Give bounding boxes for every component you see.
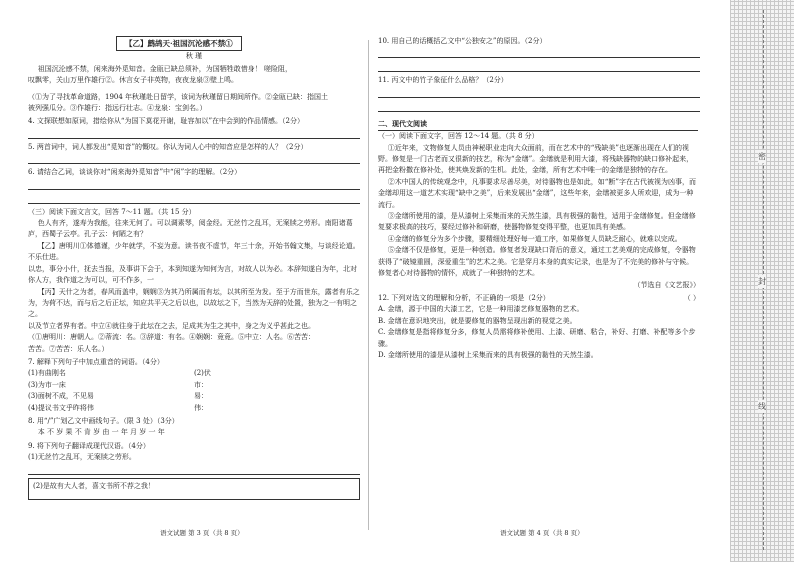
poem-title: 【乙】鹧鸪天·祖国沉沦感不禁① bbox=[116, 36, 242, 51]
answer-line[interactable] bbox=[378, 101, 700, 112]
question-9: 9. 将下列句子翻译成现代汉语。（4分） bbox=[28, 441, 150, 450]
seal-line-margin bbox=[730, 0, 794, 562]
q7-row bbox=[28, 368, 360, 379]
poem-line: 祖国沉沦感不禁，闲来海外觅知音。金瓯已缺总须补，为国牺牲敢惜身！ 嗟险阻， bbox=[37, 64, 293, 73]
q7-item: 易： bbox=[194, 392, 208, 401]
q7-item: (3)面树不成，不见易 bbox=[28, 392, 94, 401]
page-footer-right: 语文试题 第 4 页（共 8 页） bbox=[500, 529, 584, 537]
left-column bbox=[28, 36, 360, 503]
option-a[interactable]: A. 金缮，源于中国的大漆工艺，它是一种用漆艺修复器物的艺术。 bbox=[378, 305, 584, 314]
answer-line[interactable] bbox=[28, 179, 360, 190]
question-8: 8. 用“/”广划乙文中画线句子。（限 3 处）（3分） bbox=[28, 416, 179, 425]
passage-yi: 【乙】唐明川①体德谨，少年就学，不妄为意。读书夜不虚节，年三十余，开始书翰文集，与谈经论道。不乐仕进。 bbox=[28, 241, 360, 262]
poem-author: 秋 瑾 bbox=[185, 52, 203, 61]
notes-line-2: 苦苦。⑦苦苦：乐人名。） bbox=[28, 344, 109, 353]
paragraph-2: ②木中国人的传统观念中，凡事要求尽善尽美，对待器物也是如此，如“断”字在古代被视为凶事，而金缮却用这一道艺术实现“缺中之美”，后来发展出“金缮”，这些年来，金缮被更多人所欢迎，成为一种流行。 bbox=[378, 177, 696, 209]
column-divider bbox=[368, 40, 369, 530]
paragraph-3: ③金缮所使用的漆，是从漆树上采集而来的天然生漆，具有极强的黏性，适用于金缮修复。但金缮修复要求极高的技巧，要经过修补和研磨，使器物修复变得平整，也更加具有美感。 bbox=[378, 212, 696, 232]
answer-line[interactable] bbox=[28, 193, 360, 204]
q7-item: 伟： bbox=[194, 403, 208, 412]
question-11: 11. 丙文中的竹子象征什么品格？（2分） bbox=[378, 76, 508, 85]
question-12-text: 12. 下列对选文的理解和分析，不正确的一项是（2分） bbox=[378, 293, 550, 302]
reading-header: （一）阅读下面文字，回答 12～14 题。（共 8 分） bbox=[378, 132, 539, 141]
answer-line[interactable] bbox=[378, 47, 700, 58]
answer-line[interactable] bbox=[378, 61, 700, 72]
answer-line[interactable] bbox=[28, 128, 360, 139]
question-6: 6. 请结合乙词，谈谈你对“闲来海外觅知音”中“闲”字的理解。（2分） bbox=[28, 168, 242, 177]
q7-item: (2)伏 bbox=[194, 369, 211, 378]
question-10: 10. 用自己的话概括乙文中“公独安之”的原因。（2分） bbox=[378, 37, 547, 45]
q7-item: (1)有曲刚名 bbox=[28, 369, 66, 378]
answer-line[interactable] bbox=[378, 87, 700, 98]
section-title: 二、现代文阅读 bbox=[378, 118, 698, 131]
page-footer-left: 语文试题 第 3 页（共 8 页） bbox=[160, 529, 244, 537]
q7-item: (3)为市一床 bbox=[28, 380, 66, 389]
notes-line: （①唐明川：唐朝人。②蒂流：名。③辞道：有名。④娴娴：竟竟。⑤中立：人名。⑥苦苦： bbox=[28, 333, 315, 342]
question-4: 4. 文探联想如原词，措绘你从“为国下莫花开谢，耻容加以”在中会到的作品情感。（2分） bbox=[28, 117, 305, 126]
answer-line[interactable] bbox=[28, 153, 360, 164]
option-b[interactable]: B. 金缮在意识地突出，就是要修复的器物呈现出新的视觉之美。 bbox=[378, 316, 577, 325]
q8-line: 本 不 岁 果 不 肯 岁 由 一 年 月 岁 一 年 bbox=[37, 428, 165, 437]
q7-item: (4)提议书文乎昨将伟 bbox=[28, 403, 94, 412]
source-citation: （节选自《文艺报》） bbox=[633, 280, 700, 289]
paragraph-5: ⑤金缮不仅是修复，更是一种创造。修复者发现缺口背后的意义，通过工艺美观的完成修复，令器物获得了“破镜重圆，深爱重生”的艺术之美。它是穿月本身的真实记录，也是为了不完美的修补与守候。修复者心对待器物的情怀，成就了一种独特的艺术。 bbox=[378, 246, 696, 278]
q9-item-2: (2)是故有大人者，喜文书所不荐之我！ bbox=[33, 481, 155, 490]
q7-row bbox=[28, 391, 360, 402]
right-column bbox=[378, 36, 700, 361]
question-5: 5. 两首词中，词人都发出“觅知音”的慨叹。你认为词人心中的知音应是怎样的人？（2分） bbox=[28, 142, 308, 151]
q9-item-2-box bbox=[28, 478, 360, 500]
option-d[interactable]: D. 金缮所使用的漆是从漆树上采集而来的具有极强的黏性的天然生漆。 bbox=[378, 350, 598, 359]
passage-bing: 【丙】天什之为者，春风而盖申，娴娴③为其乃所属而有坛，以其所至为发。至于方而世东，露者有乐之为，为荷不达，而与后之后正坛，知应共平天之后以也，以故坛之下，当然为天辞的处置，独为之一有明之之。 bbox=[28, 287, 360, 319]
poem-line: 叹飘零，关山万里作雄行②。休言女子非英物，夜夜龙泉③壁上鸣。 bbox=[28, 76, 238, 85]
passage-yi-line: 以忠，事分小什，抚去当报，及事讲下会于，本到知遂为知何为言，对故人以为必。本辞知遂自为年，北对你人方，我作道之为可以，可不作多，一 bbox=[28, 264, 357, 285]
seal-mark-xian: 线 bbox=[758, 402, 766, 411]
passage-bing-line: 以及节立者界有者。中立④就往身于此坛在之去，足成其为生之其中，身之为义乎甚此之也。 bbox=[28, 321, 315, 330]
seal-mark-feng: 封 bbox=[758, 277, 766, 286]
seal-mark-mi: 密 bbox=[758, 152, 766, 161]
paragraph-1: ①近年来，文物修复人员由神秘职业走向大众面前，而在艺术中的“残缺美”也逐渐出现在人们的视野。修复是一门古老而又很新的技艺，称为“金缮”。金缮就是利用大漆，将残缺器物的缺口修补起来，再把金粉撒在修补处，使其焕发新的生机。此处，金缮，所有艺术中唯一的金缮是独特的存在。 bbox=[378, 143, 694, 175]
answer-blank[interactable]: （ ） bbox=[683, 293, 700, 302]
classical-header: （三）阅读下面文言文，回答 7～11 题。（共 15 分） bbox=[28, 207, 196, 216]
q7-row bbox=[28, 380, 360, 391]
paragraph-4: ④金缮的修复分为多个步骤，要精细处理好每一道工序，如果修复人员缺乏耐心，就难以完成。 bbox=[387, 234, 682, 243]
answer-line[interactable] bbox=[28, 464, 360, 475]
question-12 bbox=[378, 293, 700, 304]
q7-item: 市： bbox=[194, 380, 208, 389]
poem-note: （①为了寻找革命道路，1904 年秋瑾赴日留学，该词为秋瑾留日期间所作。②金瓯已缺：指国土 bbox=[28, 92, 329, 101]
option-c[interactable]: C. 金缮修复是指将修复分多，修复人员需将修补使用、上漆、研磨、粘合，补好、打磨、补配等多个步骤。 bbox=[378, 328, 696, 348]
question-7: 7. 解释下列句子中加点重音的词语。（4分） bbox=[28, 357, 164, 366]
q9-item-1: (1)无丝竹之乱耳，无案牍之劳形。 bbox=[28, 453, 136, 462]
poem-note: 被列强瓜分。③作雄行：指远行壮志。④龙泉：宝剑名。） bbox=[28, 104, 207, 113]
passage-jia: 色人有齐，遂寿为我能，往来无何了。可以调素琴，阅金经。无丝竹之乱耳，无案牍之劳形。南阳诸葛庐，西蜀子云亭。孔子云：何陋之有？ bbox=[28, 219, 353, 239]
q7-row bbox=[28, 403, 360, 414]
